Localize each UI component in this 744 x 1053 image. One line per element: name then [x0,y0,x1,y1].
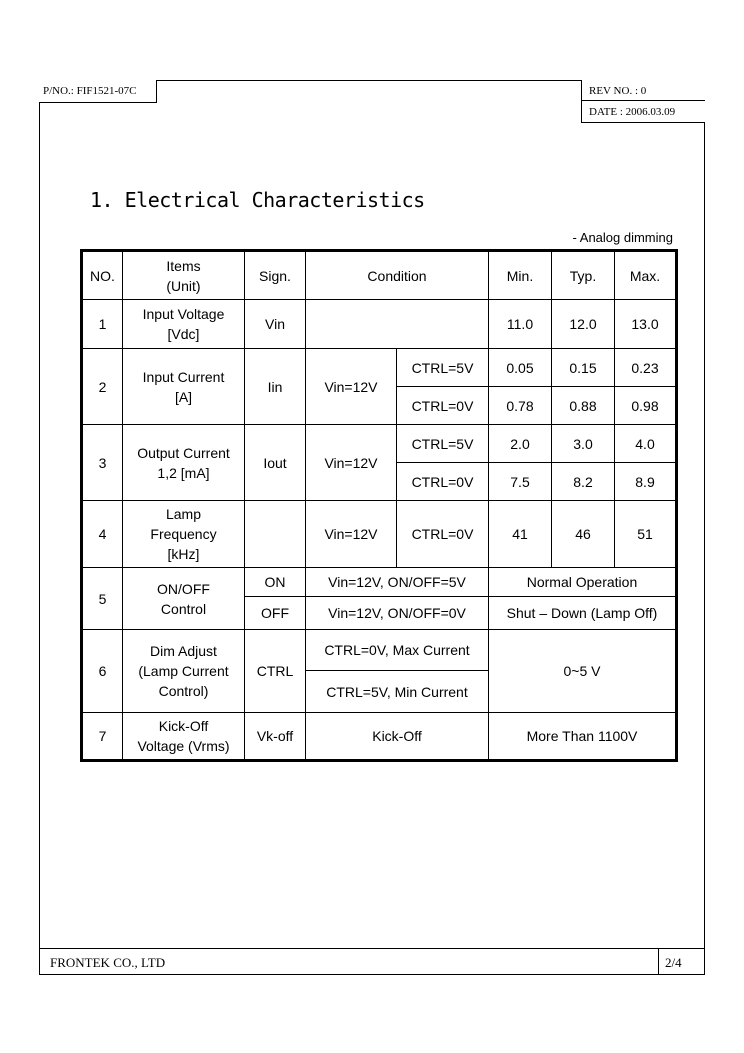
row-item [123,713,245,761]
row-min: 41 [489,501,552,568]
item-line2: [A] [174,388,193,405]
row-min: 2.0 [489,425,552,463]
table-row [82,568,677,597]
row-item [123,568,245,630]
table-row [82,630,677,671]
revision-number: REV NO. : 0 [581,80,705,101]
row-no: 5 [82,568,123,630]
section-title: 1. Electrical Characteristics [90,188,425,212]
row-item [123,300,245,349]
item-line2: Control [160,600,207,617]
row-value: Shut – Down (Lamp Off) [489,597,677,630]
row-condition: Vin=12V [306,425,397,501]
row-no: 3 [82,425,123,501]
row-max: 4.0 [615,425,677,463]
row-sign: Vin [245,300,306,349]
row-typ: 12.0 [552,300,615,349]
row-condition: Vin=12V, ON/OFF=5V [306,568,489,597]
header-min: Min. [489,251,552,300]
row-typ: 0.15 [552,349,615,387]
row-value: 0~5 V [489,630,677,713]
item-line1: Lamp [165,506,202,522]
row-ctrl: CTRL=0V [397,387,489,425]
row-sign: Vk-off [245,713,306,761]
item-line2: (Lamp Current [138,663,229,679]
item-line2: Voltage (Vrms) [137,738,230,754]
table-row [82,425,677,463]
row-condition [306,300,489,349]
company-name: FRONTEK CO., LTD [50,955,166,970]
row-condition: Vin=12V, ON/OFF=0V [306,597,489,630]
header-sign: Sign. [245,251,306,300]
row-item [123,501,245,568]
item-line2: 1,2 [mA] [157,464,210,481]
table-row [82,300,677,349]
row-condition: Vin=12V [306,349,397,425]
electrical-characteristics-table [80,249,678,762]
row-no: 6 [82,630,123,713]
row-ctrl: CTRL=0V [397,501,489,568]
header-no: NO. [82,251,123,300]
dimming-note: - Analog dimming [572,230,673,245]
row-min: 0.78 [489,387,552,425]
item-line2: Frequency [150,526,217,542]
row-typ: 0.88 [552,387,615,425]
row-ctrl: CTRL=5V [397,425,489,463]
row-min: 7.5 [489,463,552,501]
row-min: 0.05 [489,349,552,387]
item-line3: [kHz] [167,546,200,562]
table-row [82,349,677,387]
row-sign [245,501,306,568]
row-ctrl: CTRL=5V [397,349,489,387]
row-item [123,630,245,713]
item-line1: ON/OFF [157,580,210,597]
row-condition: CTRL=5V, Min Current [306,671,489,713]
row-no: 1 [82,300,123,349]
row-max: 0.23 [615,349,677,387]
header-items [123,251,245,300]
row-sign: OFF [245,597,306,630]
row-item [123,425,245,501]
header-items-line1: Items [166,257,201,274]
row-max: 51 [615,501,677,568]
revision-date: DATE : 2006.03.09 [581,101,705,123]
row-condition: Vin=12V [306,501,397,568]
row-ctrl: CTRL=0V [397,463,489,501]
row-sign: CTRL [245,630,306,713]
row-value: Normal Operation [489,568,677,597]
item-line3: Control) [158,683,209,699]
item-line1: Kick-Off [158,718,209,734]
row-sign: Iin [245,349,306,425]
row-sign: ON [245,568,306,597]
row-max: 8.9 [615,463,677,501]
row-typ: 8.2 [552,463,615,501]
part-number: P/NO.: FIF1521-07C [39,80,157,103]
row-sign: Iout [245,425,306,501]
table-header-row [82,251,677,300]
row-max: 13.0 [615,300,677,349]
row-value: More Than 1100V [489,713,677,761]
header-items-line2: (Unit) [166,277,201,294]
item-line1: Input Current [142,368,225,385]
row-typ: 3.0 [552,425,615,463]
header-max: Max. [615,251,677,300]
item-line1: Dim Adjust [150,643,217,659]
row-min: 11.0 [489,300,552,349]
header-typ: Typ. [552,251,615,300]
row-no: 2 [82,349,123,425]
item-line2: [Vdc] [167,326,200,342]
table-row [82,501,677,568]
row-typ: 46 [552,501,615,568]
page-number: 2/4 [658,948,705,975]
row-no: 7 [82,713,123,761]
item-line1: Input Voltage [142,306,225,322]
row-condition: CTRL=0V, Max Current [306,630,489,671]
header-condition: Condition [306,251,489,300]
item-line1: Output Current [137,444,230,461]
row-item [123,349,245,425]
row-condition: Kick-Off [306,713,489,761]
row-max: 0.98 [615,387,677,425]
table-row [82,713,677,761]
row-no: 4 [82,501,123,568]
